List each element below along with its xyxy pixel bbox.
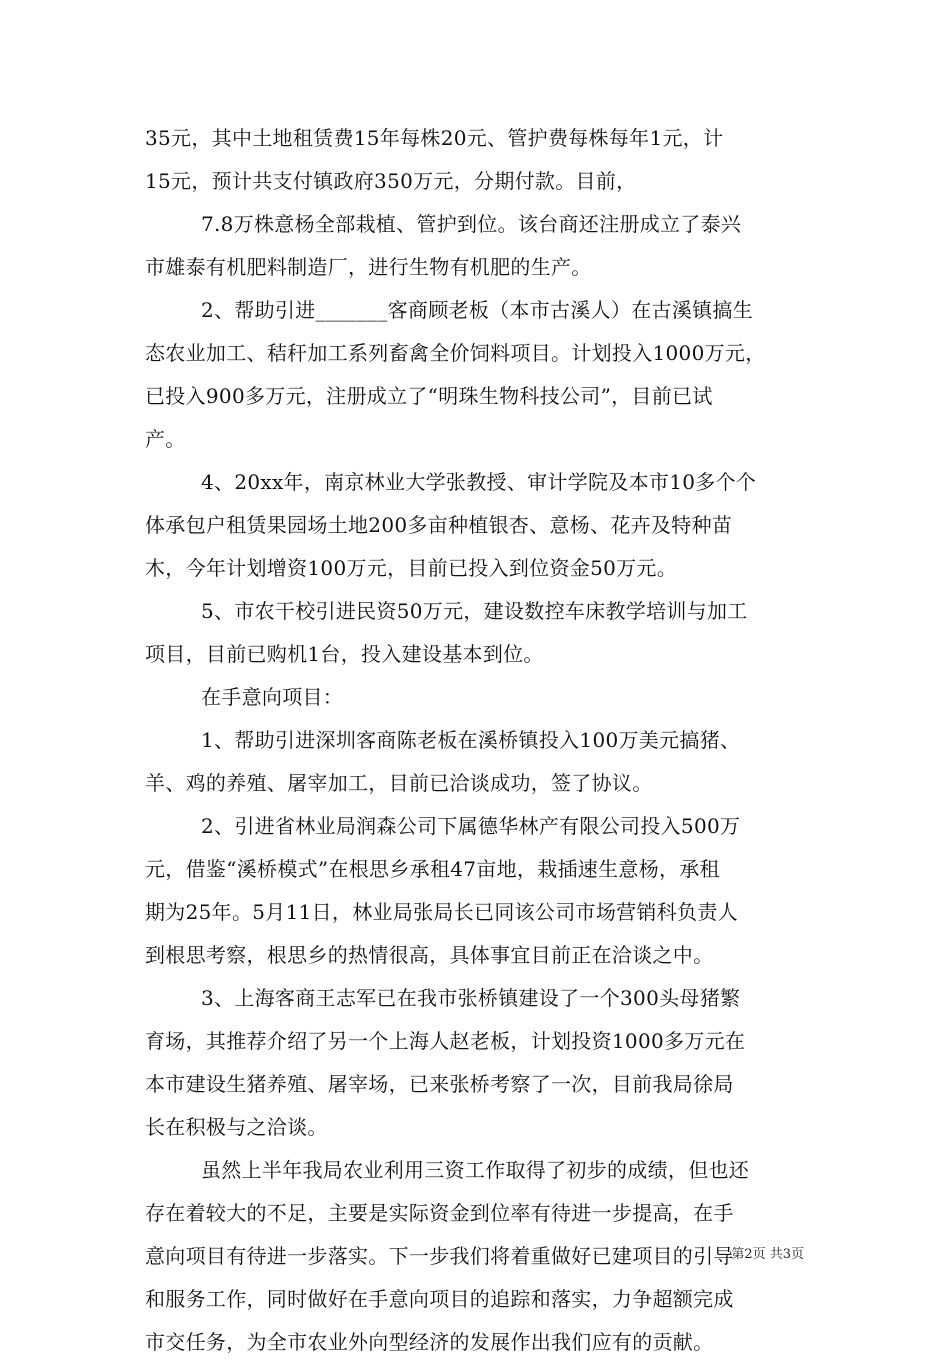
text-line: 体承包户租赁果园场土地200多亩种植银杏、意杨、花卉及特种苗 — [145, 513, 733, 537]
text-line: 本市建设生猪养殖、屠宰场，已来张桥考察了一次，目前我局徐局 — [145, 1072, 734, 1096]
text-line: 意向项目有待进一步落实。下一步我们将着重做好已建项目的引导 — [145, 1244, 734, 1268]
text-line: 已投入900多万元，注册成立了“明珠生物科技公司”，目前已试 — [145, 384, 713, 408]
text-line: 到根思考察，根思乡的热情很高，具体事宜目前正在洽谈之中。 — [145, 943, 714, 967]
text-line: 7.8万株意杨全部栽植、管护到位。该台商还注册成立了泰兴 — [201, 212, 742, 236]
text-line: 4、20xx年，南京林业大学张教授、审计学院及本市10多个个 — [201, 470, 757, 494]
text-line: 存在着较大的不足，主要是实际资金到位率有待进一步提高，在手 — [145, 1201, 734, 1225]
text-line: 长在积极与之洽谈。 — [145, 1115, 328, 1139]
text-line: 5、市农干校引进民资50万元，建设数控车床教学培训与加工 — [201, 599, 748, 623]
text-line: 木，今年计划增资100万元，目前已投入到位资金50万元。 — [145, 556, 678, 580]
text-line: 元，借鉴“溪桥模式”在根思乡承租47亩地，栽插速生意杨，承租 — [145, 857, 720, 881]
document-body — [145, 117, 815, 1364]
text-line: 虽然上半年我局农业利用三资工作取得了初步的成绩，但也还 — [201, 1158, 750, 1182]
text-line: 和服务工作，同时做好在手意向项目的追踪和落实，力争超额完成 — [145, 1287, 734, 1311]
text-line: 期为25年。5月11日，林业局张局长已同该公司市场营销科负责人 — [145, 900, 738, 924]
text-line: 3、上海客商王志军已在我市张桥镇建设了一个300头母猪繁 — [201, 986, 741, 1010]
text-line: 项目，目前已购机1台，投入建设基本到位。 — [145, 642, 544, 666]
text-line: 2、帮助引进_______客商顾老板（本市古溪人）在古溪镇搞生 — [201, 298, 754, 322]
text-line: 1、帮助引进深圳客商陈老板在溪桥镇投入100万美元搞猪、 — [201, 728, 741, 752]
text-line: 市雄泰有机肥料制造厂，进行生物有机肥的生产。 — [145, 255, 592, 279]
text-line: 市交任务，为全市农业外向型经济的发展作出我们应有的贡献。 — [145, 1330, 714, 1354]
text-line: 育场，其推荐介绍了另一个上海人赵老板，计划投资1000多万元在 — [145, 1029, 746, 1053]
text-line: 2、引进省林业局润森公司下属德华林产有限公司投入500万 — [201, 814, 741, 838]
text-line: 15元，预计共支付镇政府350万元，分期付款。目前， — [145, 169, 637, 193]
text-line: 在手意向项目： — [201, 685, 344, 709]
page-number-footer: 第2页 共3页 — [731, 1247, 804, 1262]
text-line: 35元，其中土地租赁费15年每株20元、管护费每株每年1元，计 — [145, 126, 724, 150]
text-line: 态农业加工、秸秆加工系列畜禽全价饲料项目。计划投入1000万元， — [145, 341, 766, 365]
text-line: 羊、鸡的养殖、屠宰加工，目前已洽谈成功，签了协议。 — [145, 771, 653, 795]
text-line: 产。 — [145, 427, 186, 451]
